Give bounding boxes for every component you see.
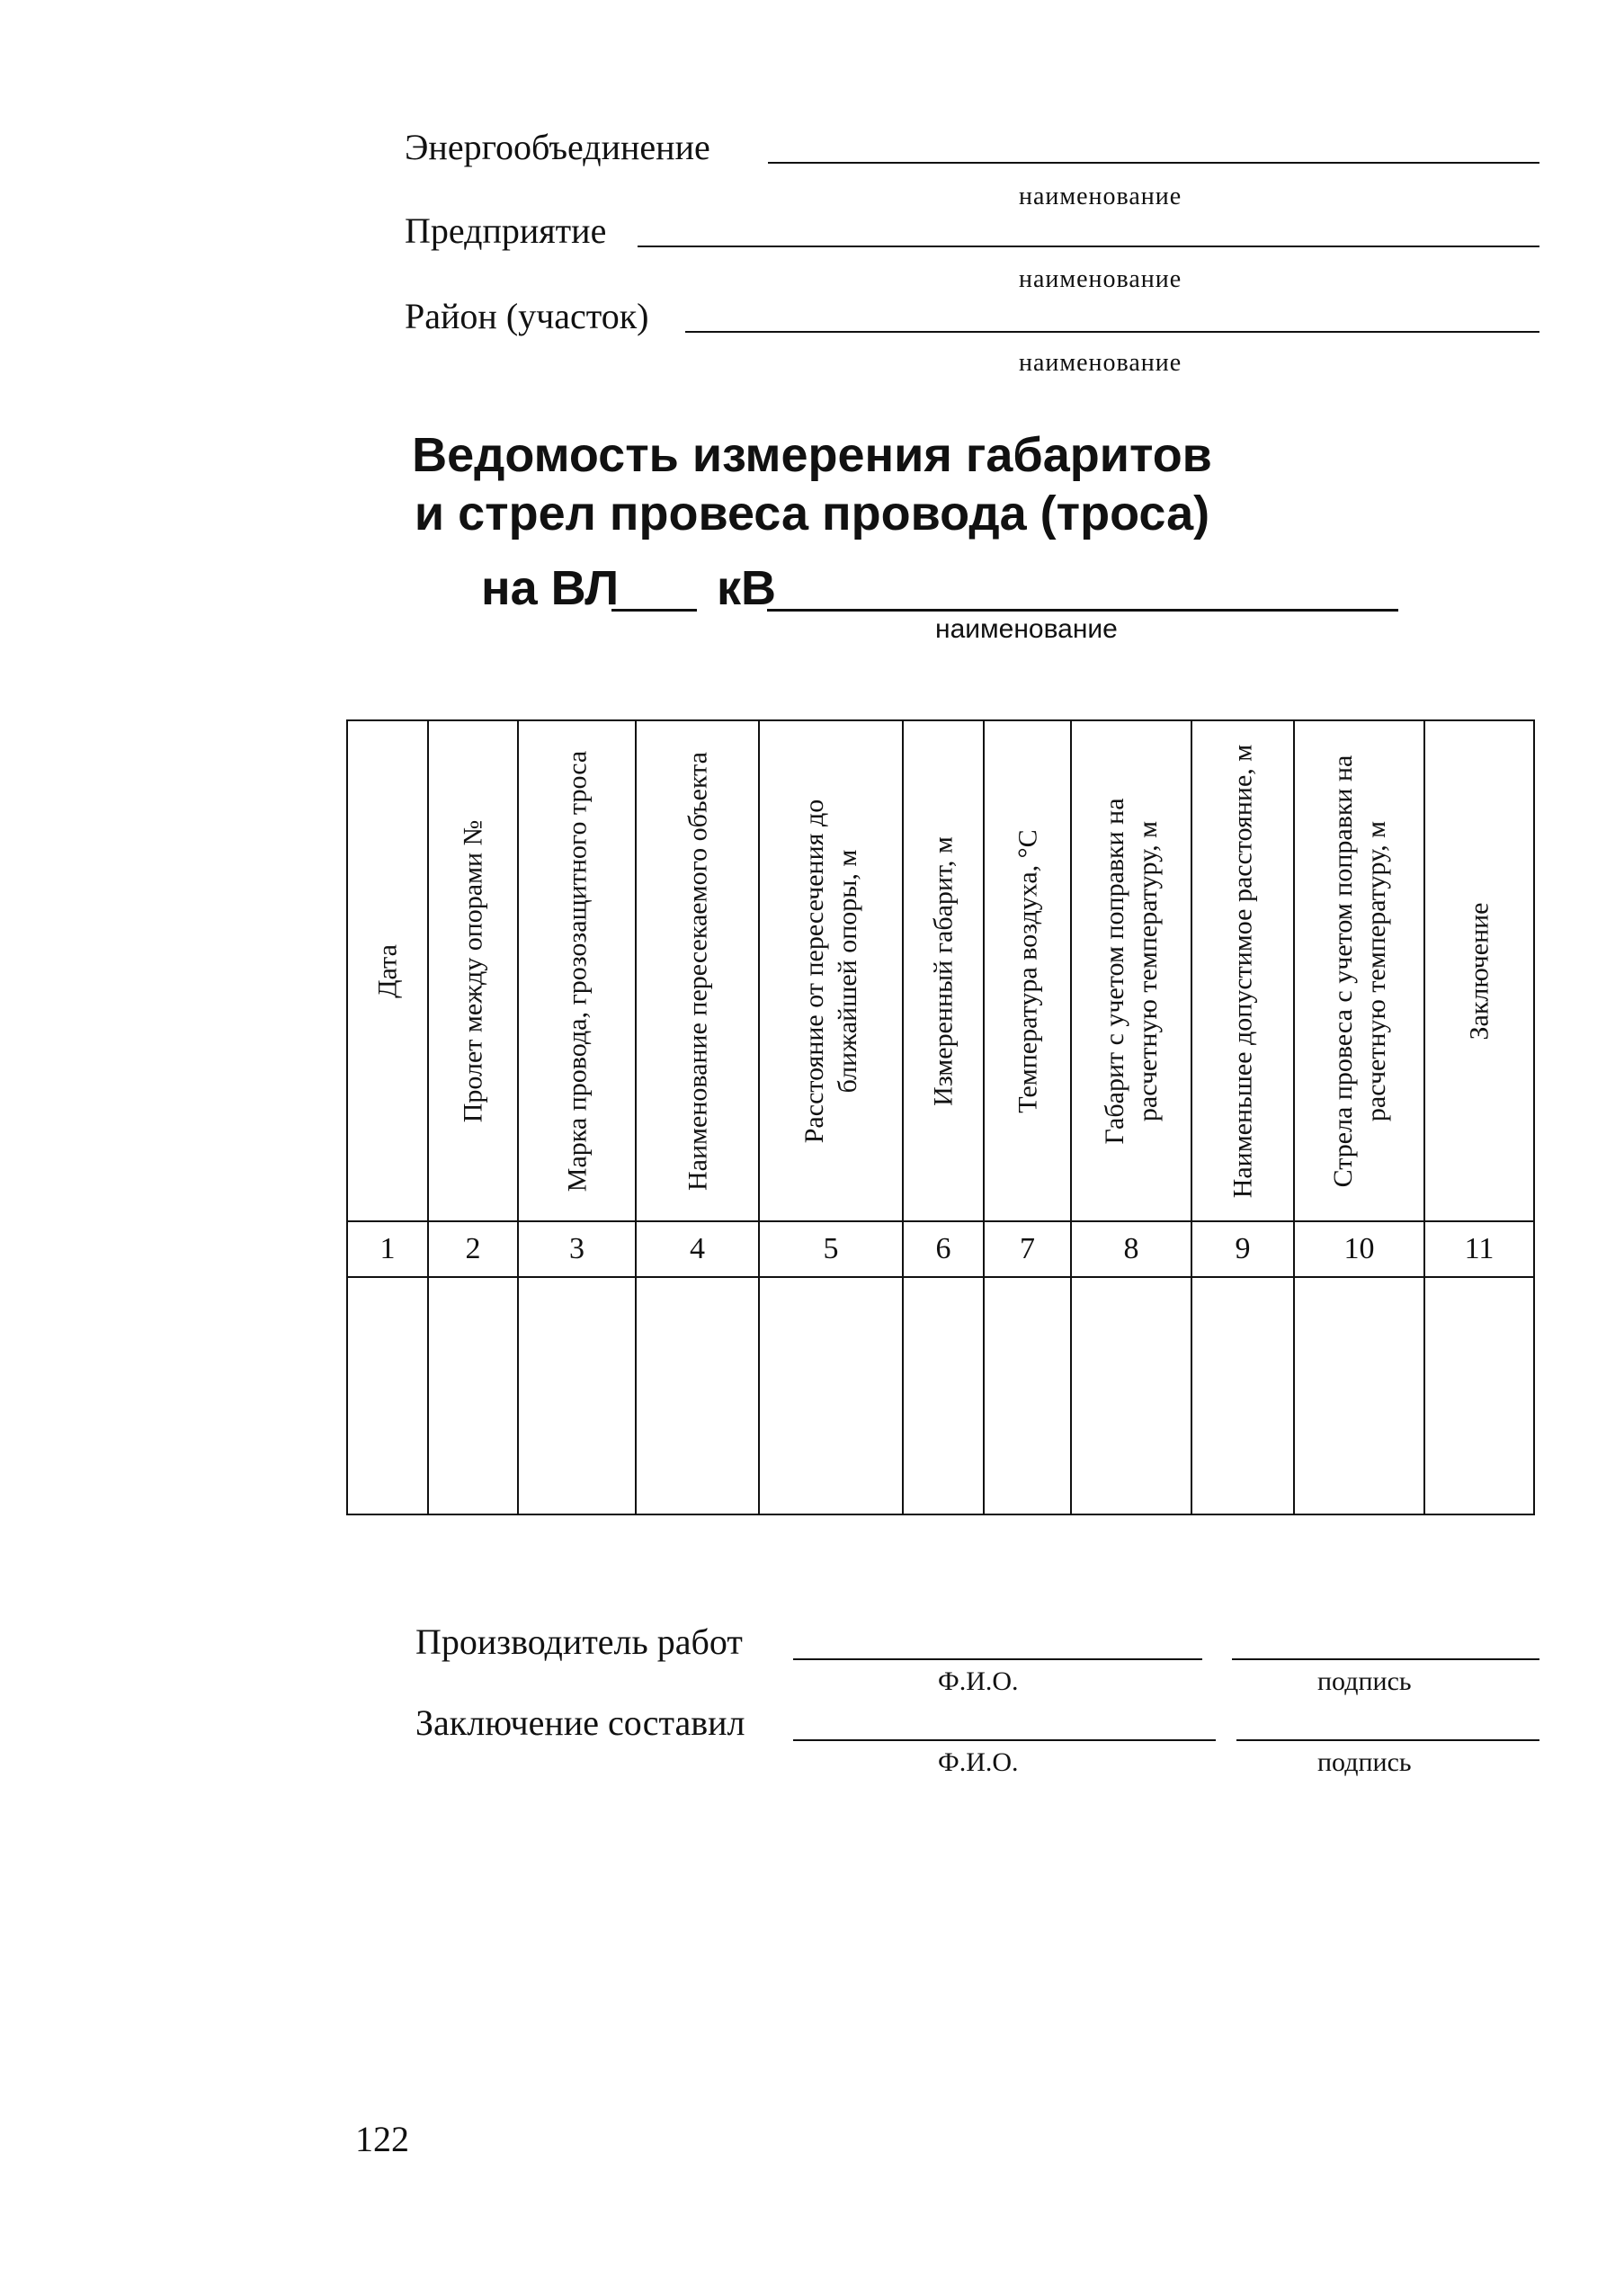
- performer-signature-line[interactable]: [1232, 1658, 1539, 1660]
- conclusion-signature-line[interactable]: [1236, 1739, 1539, 1741]
- column-number: 11: [1424, 1221, 1534, 1277]
- district-label: Район (участок): [405, 296, 649, 336]
- column-header: Пролет между опорами №: [428, 720, 518, 1221]
- vl-name-hint: наименование: [935, 614, 1118, 644]
- table-cell[interactable]: [347, 1277, 428, 1514]
- measurement-table: [346, 719, 1535, 1515]
- enterprise-label: Предприятие: [405, 210, 607, 251]
- table-cell[interactable]: [1294, 1277, 1424, 1514]
- org-line[interactable]: [768, 162, 1539, 164]
- column-header: Стрела провеса с учетом поправки на расчетную температуру, м: [1294, 720, 1424, 1221]
- column-header: Температура воздуха, °С: [984, 720, 1071, 1221]
- performer-label: Производитель работ: [415, 1621, 743, 1662]
- column-header: Дата: [347, 720, 428, 1221]
- column-number: 6: [903, 1221, 984, 1277]
- district-name-hint: наименование: [1019, 349, 1182, 377]
- table-cell[interactable]: [1071, 1277, 1191, 1514]
- performer-signature-hint: подпись: [1317, 1666, 1412, 1696]
- table-cell[interactable]: [984, 1277, 1071, 1514]
- table-cell[interactable]: [1424, 1277, 1534, 1514]
- column-number: 2: [428, 1221, 518, 1277]
- column-header: Габарит с учетом поправки на расчетную температуру, м: [1071, 720, 1191, 1221]
- conclusion-signature-hint: подпись: [1317, 1747, 1412, 1777]
- enterprise-field: [405, 210, 1539, 253]
- enterprise-name-hint: наименование: [1019, 265, 1182, 293]
- district-line[interactable]: [685, 331, 1539, 333]
- conclusion-fio-hint: Ф.И.О.: [938, 1747, 1019, 1777]
- column-number: 5: [759, 1221, 903, 1277]
- title-line-1: Ведомость измерения габаритов: [412, 428, 1212, 482]
- vl-field: [481, 558, 1398, 619]
- org-name-hint: наименование: [1019, 183, 1182, 210]
- column-number: 1: [347, 1221, 428, 1277]
- column-number: 9: [1191, 1221, 1294, 1277]
- column-header: Наименование пересекаемого объекта: [636, 720, 759, 1221]
- column-header: Расстояние от пересечения до ближайшей опоры, м: [759, 720, 903, 1221]
- column-number: 3: [518, 1221, 636, 1277]
- enterprise-line[interactable]: [638, 246, 1539, 247]
- page-number: 122: [355, 2119, 409, 2159]
- column-number: 4: [636, 1221, 759, 1277]
- vl-name-line[interactable]: [767, 609, 1398, 612]
- table-cell[interactable]: [518, 1277, 636, 1514]
- conclusion-fio-line[interactable]: [793, 1739, 1216, 1741]
- table-cell[interactable]: [903, 1277, 984, 1514]
- table-cell[interactable]: [636, 1277, 759, 1514]
- table-cell[interactable]: [1191, 1277, 1294, 1514]
- column-header: Измеренный габарит, м: [903, 720, 984, 1221]
- table-cell[interactable]: [759, 1277, 903, 1514]
- table-row: [347, 1277, 1534, 1514]
- table-cell[interactable]: [428, 1277, 518, 1514]
- performer-fio-hint: Ф.И.О.: [938, 1666, 1019, 1696]
- vl-voltage-line[interactable]: [611, 609, 697, 612]
- vl-prefix: на ВЛ: [481, 561, 620, 615]
- column-number: 8: [1071, 1221, 1191, 1277]
- table-header-row: [347, 720, 1534, 1221]
- column-number: 7: [984, 1221, 1071, 1277]
- vl-unit: кВ: [717, 561, 777, 615]
- org-field: [405, 126, 1539, 169]
- org-label: Энергообъединение: [405, 127, 710, 167]
- title-line-2: и стрел провеса провода (троса): [414, 487, 1210, 540]
- column-header: Наименьшее допустимое расстояние, м: [1191, 720, 1294, 1221]
- column-number: 10: [1294, 1221, 1424, 1277]
- conclusion-label: Заключение составил: [415, 1702, 745, 1743]
- performer-fio-line[interactable]: [793, 1658, 1202, 1660]
- performer-field: [415, 1619, 1539, 1666]
- table-number-row: [347, 1221, 1534, 1277]
- column-header: Марка провода, грозозащитного троса: [518, 720, 636, 1221]
- district-field: [405, 295, 1539, 338]
- conclusion-field: [415, 1700, 1539, 1746]
- column-header: Заключение: [1424, 720, 1534, 1221]
